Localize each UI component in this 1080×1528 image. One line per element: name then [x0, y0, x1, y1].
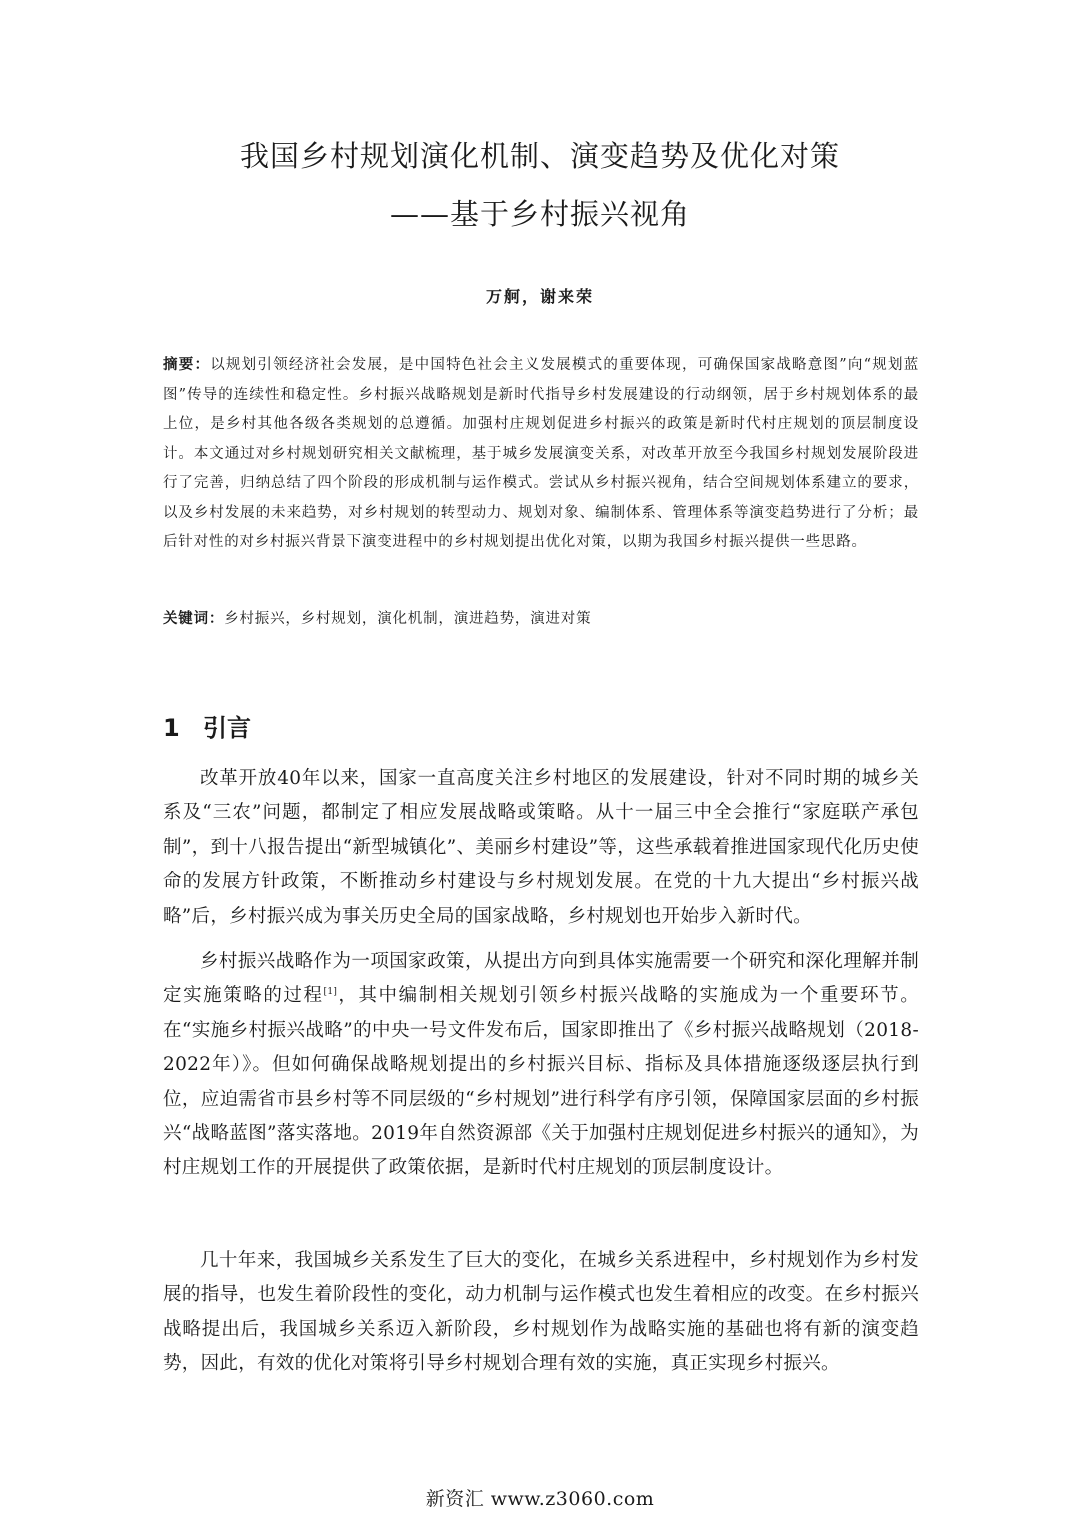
- citation-ref[interactable]: [1]: [323, 987, 338, 998]
- keywords-text: 乡村振兴，乡村规划，演化机制，演进趋势，演进对策: [224, 611, 592, 627]
- body-paragraph: 几十年来，我国城乡关系发生了巨大的变化，在城乡关系进程中，乡村规划作为乡村发展的指导，也发生着阶段性的变化，动力机制与运作模式也发生着相应的改变。在乡村振兴战略提出后，我国城乡关系迈入新阶段，乡村规划作为战略实施的基础也将有新的演变趋势，因此，有效的优化对策将引导乡村规划合理有效的实施，真正实现乡村振兴。: [163, 1250, 919, 1375]
- abstract-label: 摘要：: [163, 356, 211, 373]
- paragraph-text: 乡村振兴战略作为一项国家政策，从提出方向到具体实施需要一个研究和深化理解并制定实施策略的过程: [163, 951, 919, 1007]
- paper-subtitle: ——基于乡村振兴视角: [389, 197, 690, 231]
- paragraph-text: ，其中编制相关规划引领乡村振兴战略的实施成为一个重要环节。在“实施乡村振兴战略”的中央一号文件发布后，国家即推出了《乡村振兴战略规划（2018-2022年）》。但如何确保战略规划提出的乡村振兴目标、指标及具体措施逐级逐层执行到位，应迫需省市县乡村等不同层级的“乡村规划”进行科学有序引领，保障国家层面的乡村振兴“战略蓝图”落实落地。2019年自然资源部《关于加强村庄规划促进乡村振兴的通知》，为村庄规划工作的开展提供了政策依据，是新时代村庄规划的顶层制度设计。: [163, 985, 920, 1179]
- abstract: [163, 350, 919, 558]
- abstract-text: 以规划引领经济社会发展，是中国特色社会主义发展模式的重要体现，可确保国家战略意图”向“规划蓝图”传导的连续性和稳定性。乡村振兴战略规划是新时代指导乡村发展建设的行动纲领，居于乡村规划体系的最上位，是乡村其他各级各类规划的总遵循。加强村庄规划促进乡村振兴的政策是新时代村庄规划的顶层制度设计。本文通过对乡村规划研究相关文献梳理，基于城乡发展演变关系，对改革开放至今我国乡村规划发展阶段进行了完善，归纳总结了四个阶段的形成机制与运作模式。尝试从乡村振兴视角，结合空间规划体系建立的要求，以及乡村发展的未来趋势，对乡村规划的转型动力、规划对象、编制体系、管理体系等演变趋势进行了分析；最后针对性的对乡村振兴背景下演变进程中的乡村规划提出优化对策，以期为我国乡村振兴提供一些思路。: [163, 357, 919, 550]
- footer-watermark: 新资汇 www.z3060.com: [425, 1488, 655, 1510]
- keywords: [163, 604, 919, 634]
- paper-title: 我国乡村规划演化机制、演变趋势及优化对策: [239, 139, 840, 173]
- section-heading: [163, 708, 251, 743]
- author-list: 万舸，谢来荣: [485, 287, 594, 306]
- body-paragraph: [163, 945, 919, 1186]
- section-title: 引言: [203, 714, 251, 742]
- section-number: 1: [163, 714, 180, 742]
- body-paragraph: 改革开放40年以来，国家一直高度关注乡村地区的发展建设，针对不同时期的城乡关系及“三农”问题，都制定了相应发展战略或策略。从十一届三中全会推行“家庭联产承包制”，到十八报告提出“新型城镇化”、美丽乡村建设”等，这些承载着推进国家现代化历史使命的发展方针政策，不断推动乡村建设与乡村规划发展。在党的十九大提出“乡村振兴战略”后，乡村振兴成为事关历史全局的国家战略，乡村规划也开始步入新时代。: [163, 768, 919, 927]
- keywords-label: 关键词：: [163, 610, 225, 627]
